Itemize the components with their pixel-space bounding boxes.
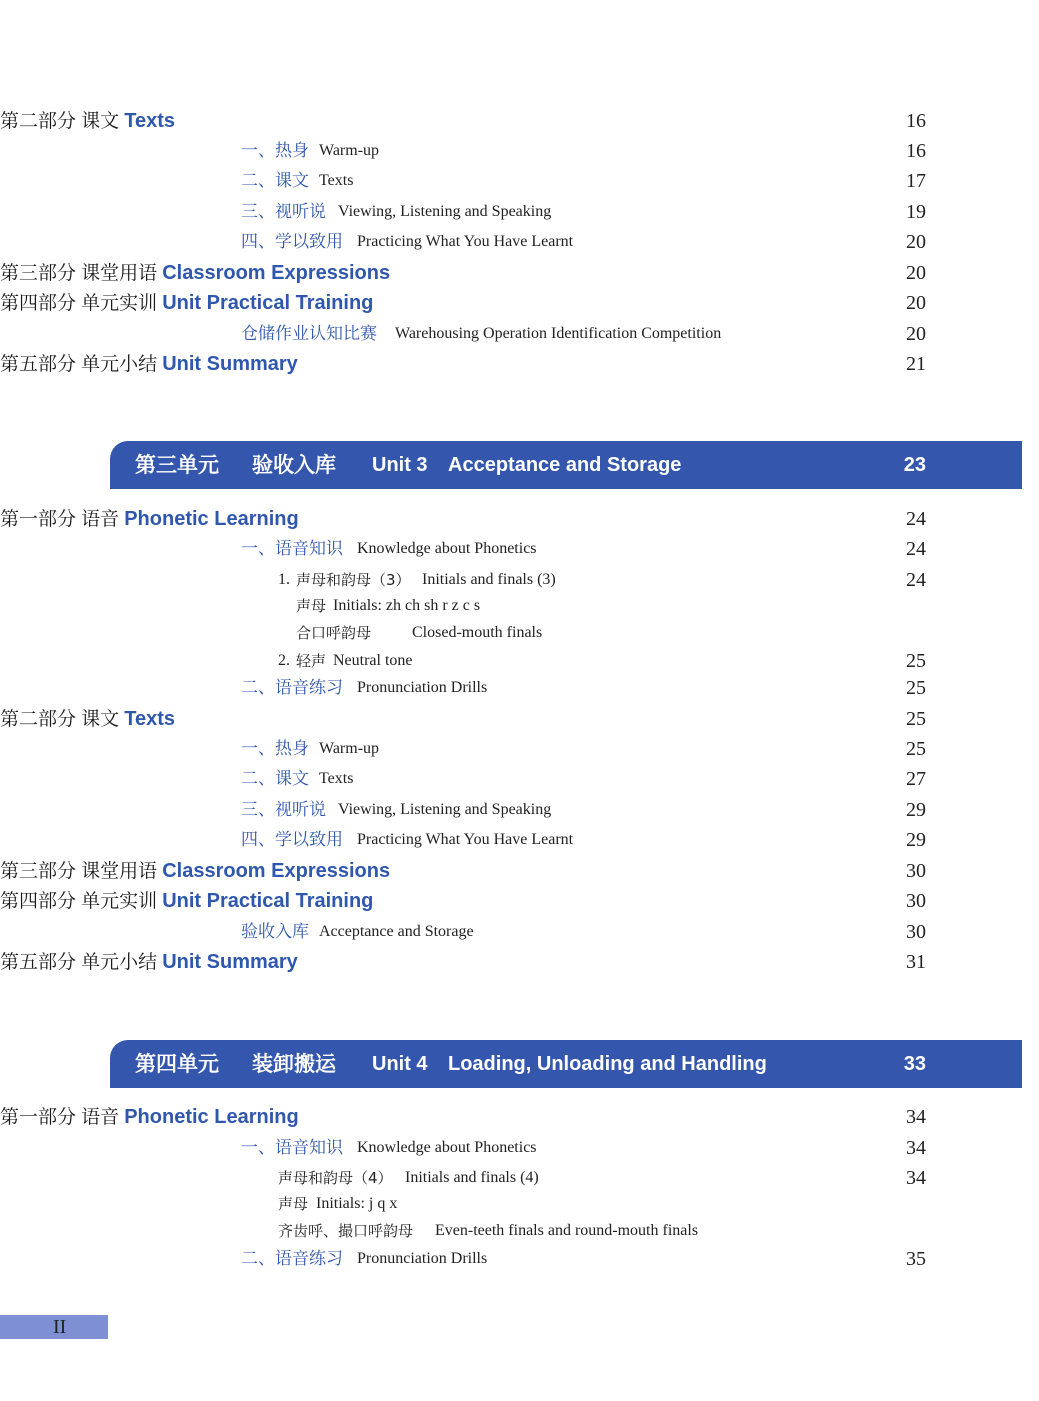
item-en: Pronunciation Drills bbox=[357, 1250, 488, 1267]
item-en: Knowledge about Phonetics bbox=[357, 540, 537, 557]
part-title-cn: 课文 bbox=[81, 110, 120, 132]
part-title-cn: 课堂用语 bbox=[81, 860, 158, 882]
part-title-en: Phonetic Learning bbox=[124, 1106, 299, 1128]
page-number: 20 bbox=[906, 262, 926, 284]
toc-part-unit-summary[interactable] bbox=[0, 947, 1039, 977]
item-cn: 一、热身 bbox=[241, 739, 309, 759]
part-title-en: Texts bbox=[124, 110, 175, 132]
page-number: 29 bbox=[906, 799, 926, 821]
toc-part-practical-training[interactable] bbox=[0, 886, 1039, 916]
line-en: Even-teeth finals and round-mouth finals bbox=[435, 1222, 699, 1239]
toc-item-training[interactable] bbox=[0, 917, 1039, 947]
toc-line-finals bbox=[0, 1216, 1039, 1246]
item-en: Initials and finals (4) bbox=[405, 1169, 539, 1186]
part-title-cn: 课文 bbox=[81, 708, 120, 730]
part-label: 第三部分 bbox=[0, 262, 77, 284]
unit-label: Unit 3 bbox=[372, 454, 428, 476]
item-en: Texts bbox=[319, 172, 354, 189]
item-cn: 二、语音练习 bbox=[241, 678, 343, 698]
line-cn: 声母 bbox=[278, 1195, 309, 1213]
page-number: 31 bbox=[906, 951, 926, 973]
item-cn: 一、语音知识 bbox=[241, 539, 343, 559]
item-prefix: 2. bbox=[278, 652, 290, 669]
unit-cn: 第四单元 bbox=[135, 1052, 219, 1076]
item-prefix: 1. bbox=[278, 571, 290, 588]
part-title-en: Unit Summary bbox=[162, 353, 298, 375]
part-title-cn: 语音 bbox=[81, 508, 120, 530]
part-label: 第二部分 bbox=[0, 708, 77, 730]
item-cn: 轻声 bbox=[296, 652, 327, 670]
page-number: 20 bbox=[906, 231, 926, 253]
part-title-cn: 单元小结 bbox=[81, 353, 158, 375]
page-number: 34 bbox=[906, 1106, 926, 1128]
item-en: Initials and finals (3) bbox=[422, 571, 556, 588]
page-number: 27 bbox=[906, 768, 926, 790]
part-title-en: Unit Summary bbox=[162, 951, 298, 973]
toc-item-drills[interactable] bbox=[0, 1244, 1039, 1274]
page-number-label: II bbox=[53, 1316, 67, 1338]
part-title-en: Phonetic Learning bbox=[124, 508, 299, 530]
part-title-en: Classroom Expressions bbox=[162, 262, 391, 284]
item-en: Pronunciation Drills bbox=[357, 679, 488, 696]
toc-item-texts[interactable] bbox=[0, 166, 1039, 196]
unit-cn: 第三单元 bbox=[135, 453, 219, 477]
part-label: 第二部分 bbox=[0, 110, 77, 132]
item-cn: 四、学以致用 bbox=[241, 232, 343, 252]
item-en: Warehousing Operation Identification Competition bbox=[395, 325, 722, 342]
page-number: 25 bbox=[906, 738, 926, 760]
line-en: Closed-mouth finals bbox=[412, 624, 543, 641]
page-number: 20 bbox=[906, 323, 926, 345]
part-title-en: Texts bbox=[124, 708, 175, 730]
toc-part-phonetic[interactable] bbox=[0, 1102, 1039, 1132]
unit-name-cn: 验收入库 bbox=[252, 453, 336, 477]
item-cn: 一、热身 bbox=[241, 141, 309, 161]
item-cn: 四、学以致用 bbox=[241, 830, 343, 850]
page-number-tab bbox=[0, 1315, 108, 1339]
item-cn: 一、语音知识 bbox=[241, 1138, 343, 1158]
item-en: Practicing What You Have Learnt bbox=[357, 233, 574, 250]
page-number: 30 bbox=[906, 921, 926, 943]
part-label: 第一部分 bbox=[0, 1106, 77, 1128]
unit4-header[interactable] bbox=[110, 1040, 1022, 1088]
page-number: 35 bbox=[906, 1248, 926, 1270]
part-label: 第三部分 bbox=[0, 860, 77, 882]
toc-part-practical-training[interactable] bbox=[0, 288, 1039, 318]
toc-item-viewing[interactable] bbox=[0, 197, 1039, 227]
line-cn: 合口呼韵母 bbox=[296, 624, 372, 642]
toc-item-practicing[interactable] bbox=[0, 825, 1039, 855]
unit3-header[interactable] bbox=[110, 441, 1022, 489]
toc-part-unit-summary[interactable] bbox=[0, 349, 1039, 379]
toc-part-phonetic[interactable] bbox=[0, 504, 1039, 534]
page-number: 25 bbox=[906, 650, 926, 672]
toc-item-drills[interactable] bbox=[0, 673, 1039, 703]
toc-line-initials bbox=[0, 591, 1039, 621]
part-title-cn: 语音 bbox=[81, 1106, 120, 1128]
part-title-cn: 单元实训 bbox=[81, 890, 158, 912]
toc-item-knowledge[interactable] bbox=[0, 1133, 1039, 1163]
part-label: 第五部分 bbox=[0, 951, 77, 973]
toc-line-initials bbox=[0, 1189, 1039, 1219]
item-en: Acceptance and Storage bbox=[319, 923, 474, 940]
page-number: 24 bbox=[906, 569, 926, 591]
toc-item-training[interactable] bbox=[0, 319, 1039, 349]
item-cn: 二、语音练习 bbox=[241, 1249, 343, 1269]
item-cn: 三、视听说 bbox=[241, 202, 326, 222]
unit-page: 23 bbox=[903, 454, 926, 476]
page-number: 16 bbox=[906, 140, 926, 162]
item-cn: 验收入库 bbox=[241, 922, 309, 942]
item-en: Neutral tone bbox=[333, 652, 413, 669]
toc-item-warmup[interactable] bbox=[0, 136, 1039, 166]
item-en: Knowledge about Phonetics bbox=[357, 1139, 537, 1156]
item-en: Viewing, Listening and Speaking bbox=[338, 203, 552, 220]
line-en: Initials: zh ch sh r z c s bbox=[333, 597, 481, 614]
item-cn: 二、课文 bbox=[241, 171, 309, 191]
page-number: 25 bbox=[906, 677, 926, 699]
line-en: Initials: j q x bbox=[316, 1195, 398, 1212]
item-cn: 三、视听说 bbox=[241, 800, 326, 820]
toc-item-warmup[interactable] bbox=[0, 734, 1039, 764]
page-number: 34 bbox=[906, 1137, 926, 1159]
page-number: 21 bbox=[906, 353, 926, 375]
page-number: 30 bbox=[906, 860, 926, 882]
toc-item-knowledge[interactable] bbox=[0, 534, 1039, 564]
part-title-cn: 单元实训 bbox=[81, 292, 158, 314]
part-label: 第四部分 bbox=[0, 890, 77, 912]
page-number: 34 bbox=[906, 1167, 926, 1189]
toc-part-classroom-expressions[interactable] bbox=[0, 856, 1039, 886]
toc-item-texts[interactable] bbox=[0, 764, 1039, 794]
item-en: Texts bbox=[319, 770, 354, 787]
item-cn: 声母和韵母（4） bbox=[278, 1169, 393, 1187]
page-number: 24 bbox=[906, 508, 926, 530]
part-label: 第一部分 bbox=[0, 508, 77, 530]
toc-part-texts[interactable] bbox=[0, 106, 1039, 136]
page-number: 24 bbox=[906, 538, 926, 560]
unit-name-en: Loading, Unloading and Handling bbox=[448, 1053, 767, 1075]
toc-item-practicing[interactable] bbox=[0, 227, 1039, 257]
item-cn: 仓储作业认知比赛 bbox=[241, 324, 377, 344]
toc-part-classroom-expressions[interactable] bbox=[0, 258, 1039, 288]
page-number: 16 bbox=[906, 110, 926, 132]
part-label: 第四部分 bbox=[0, 292, 77, 314]
toc-item-viewing[interactable] bbox=[0, 795, 1039, 825]
item-cn: 二、课文 bbox=[241, 769, 309, 789]
page-number: 20 bbox=[906, 292, 926, 314]
line-cn: 声母 bbox=[296, 597, 327, 615]
item-en: Warm-up bbox=[319, 142, 380, 159]
part-label: 第五部分 bbox=[0, 353, 77, 375]
unit-label: Unit 4 bbox=[372, 1053, 428, 1075]
page-number: 30 bbox=[906, 890, 926, 912]
unit-page: 33 bbox=[903, 1053, 926, 1075]
unit-name-cn: 装卸搬运 bbox=[252, 1052, 336, 1076]
toc-line-closed-mouth bbox=[0, 618, 1039, 648]
part-title-en: Classroom Expressions bbox=[162, 860, 391, 882]
item-cn: 声母和韵母（3） bbox=[296, 571, 411, 589]
page-number: 17 bbox=[906, 170, 926, 192]
page-number: 25 bbox=[906, 708, 926, 730]
page-number: 29 bbox=[906, 829, 926, 851]
toc-item-neutral-tone[interactable] bbox=[0, 646, 1039, 676]
part-title-en: Unit Practical Training bbox=[162, 292, 374, 314]
item-en: Practicing What You Have Learnt bbox=[357, 831, 574, 848]
line-cn: 齐齿呼、撮口呼韵母 bbox=[278, 1222, 414, 1240]
item-en: Warm-up bbox=[319, 740, 380, 757]
part-title-cn: 单元小结 bbox=[81, 951, 158, 973]
page-number: 19 bbox=[906, 201, 926, 223]
part-title-cn: 课堂用语 bbox=[81, 262, 158, 284]
item-en: Viewing, Listening and Speaking bbox=[338, 801, 552, 818]
toc-part-texts[interactable] bbox=[0, 704, 1039, 734]
part-title-en: Unit Practical Training bbox=[162, 890, 374, 912]
unit-name-en: Acceptance and Storage bbox=[448, 454, 682, 476]
